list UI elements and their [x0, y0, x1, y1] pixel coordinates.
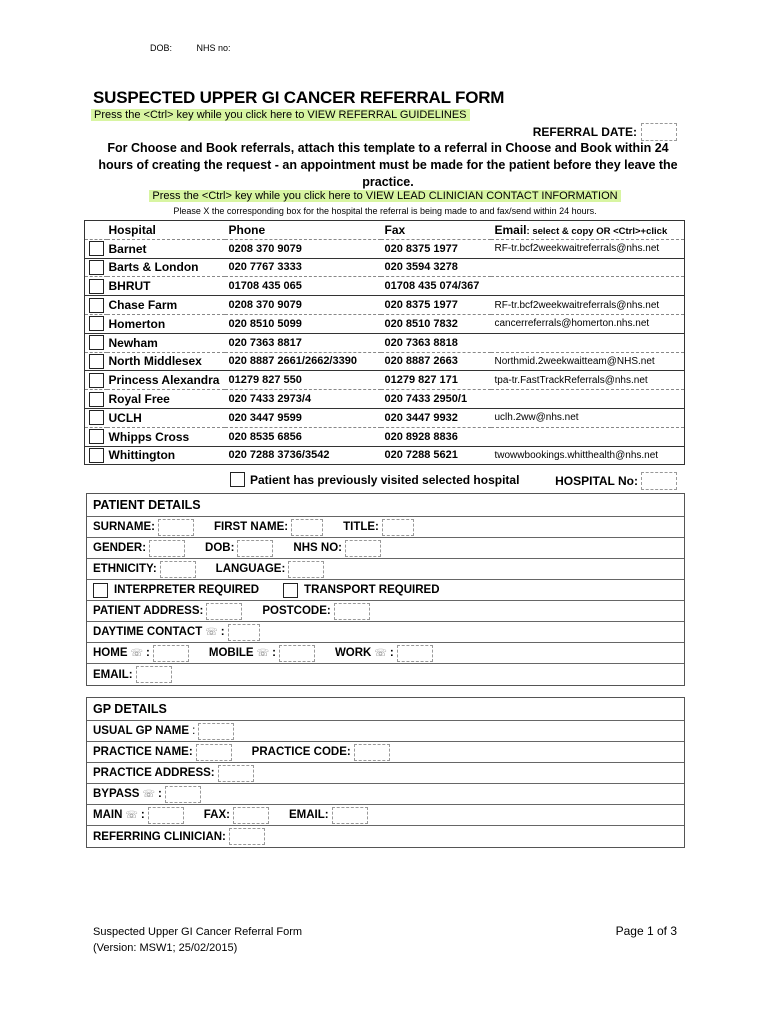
hospital-name: Royal Free	[108, 392, 170, 407]
hospital-table	[84, 220, 685, 465]
usual-gp-field[interactable]	[198, 723, 234, 740]
patient-name-row	[87, 517, 684, 538]
hospital-email-link[interactable]: tpa-tr.FastTrackReferrals@nhs.net	[494, 374, 648, 386]
hospital-checkbox[interactable]	[89, 316, 104, 331]
hospital-name: Whittington	[108, 448, 176, 463]
hospital-phone: 0208 370 9079	[228, 242, 302, 255]
hospital-fax: 020 8887 2663	[384, 355, 458, 368]
hospital-email-link[interactable]	[491, 390, 685, 409]
practice-name-field[interactable]	[196, 744, 232, 761]
practice-address-field[interactable]	[218, 765, 254, 782]
practice-code-label: PRACTICE CODE:	[251, 746, 351, 758]
patient-phones-row: HOME ☏ : MOBILE ☏ : WORK ☏ :	[87, 643, 684, 664]
lead-clinician-link[interactable]	[0, 190, 770, 202]
page-number: Page 1 of 3	[615, 924, 677, 938]
first-name-field[interactable]	[291, 519, 323, 536]
hospital-email-link[interactable]	[491, 427, 685, 446]
daytime-contact-field[interactable]	[228, 624, 260, 641]
footer-version: (Version: MSW1; 25/02/2015)	[93, 942, 238, 954]
gp-contact-row: MAIN ☏ : FAX: EMAIL:	[87, 805, 684, 826]
hospital-phone: 020 3447 9599	[228, 411, 302, 424]
hospital-email-link[interactable]: uclh.2ww@nhs.net	[494, 412, 579, 424]
gender-label: GENDER:	[93, 542, 147, 554]
patient-email-label: EMAIL:	[93, 668, 133, 681]
hospital-email-link[interactable]	[491, 333, 685, 352]
practice-row	[87, 742, 684, 763]
hospital-name: Homerton	[108, 316, 166, 331]
page-header	[150, 43, 253, 53]
hospital-row-royal-free	[85, 390, 685, 409]
hospital-number-field[interactable]	[641, 472, 677, 490]
gp-details-heading: GP DETAILS	[87, 698, 684, 721]
hospital-email-link[interactable]: Northmid.2weekwaitteam@NHS.net	[494, 355, 655, 367]
hospital-phone: 020 8887 2661/2662/3390	[228, 355, 357, 368]
practice-name-label: PRACTICE NAME:	[93, 746, 193, 758]
patient-details-section	[86, 493, 685, 686]
phone-icon: ☏	[130, 647, 144, 659]
daytime-contact-row: DAYTIME CONTACT ☏ :	[87, 622, 684, 643]
usual-gp-row: USUAL GP NAME :	[87, 721, 684, 742]
mobile-label: MOBILE	[208, 647, 254, 659]
previously-visited	[230, 472, 519, 487]
hospital-row-princess-alexandra	[85, 371, 685, 390]
previously-visited-checkbox[interactable]	[230, 472, 245, 487]
patient-address-row	[87, 601, 684, 622]
hospital-phone: 020 7288 3736/3542	[228, 449, 330, 462]
hospital-email-link[interactable]: RF-tr.bcf2weekwaitreferrals@nhs.net	[494, 299, 660, 311]
practice-address-label: PRACTICE ADDRESS:	[93, 767, 215, 779]
choose-and-book-note: For Choose and Book referrals, attach this template to a referral in Choose and Book within 24 hours of creating the request - an appointment must be made for the patient before they leave the practice.	[98, 141, 678, 189]
hospital-checkbox[interactable]	[89, 392, 104, 407]
hospital-fax: 01279 827 171	[384, 374, 458, 387]
hospital-phone: 020 8535 6856	[228, 430, 302, 443]
hospital-fax: 020 7363 8818	[384, 336, 458, 349]
patient-gender-row	[87, 538, 684, 559]
nhs-no-label: NHS NO:	[293, 542, 342, 554]
hospital-email-link[interactable]: twowwbookings.whitthealth@nhs.net	[494, 449, 659, 461]
hospital-checkbox[interactable]	[89, 241, 104, 256]
first-name-label: FIRST NAME:	[213, 521, 289, 533]
interpreter-checkbox[interactable]	[93, 583, 108, 598]
hospital-name: Chase Farm	[108, 298, 178, 313]
phone-icon: ☏	[374, 647, 387, 659]
hospital-checkbox[interactable]	[89, 260, 104, 275]
mobile-phone-field[interactable]	[279, 645, 315, 662]
gp-fax-label: FAX:	[203, 809, 230, 821]
hospital-row-bhrut	[85, 277, 685, 296]
patient-ethnicity-row	[87, 559, 684, 580]
header-hospital: Hospital	[108, 222, 156, 237]
hospital-email-link[interactable]	[491, 258, 685, 277]
header-email: Email: select & copy OR <Ctrl>+click	[494, 222, 668, 237]
hospital-checkbox[interactable]	[89, 448, 104, 463]
hospital-name: Newham	[108, 335, 158, 350]
hospital-row-whittington	[85, 446, 685, 465]
nhs-no-field[interactable]	[345, 540, 381, 557]
bypass-field[interactable]	[165, 786, 201, 803]
hospital-phone: 020 7433 2973/4	[228, 393, 312, 406]
gender-field[interactable]	[149, 540, 185, 557]
gp-details-section	[86, 697, 685, 848]
hospital-row-north-middlesex	[85, 352, 685, 371]
language-field[interactable]	[288, 561, 324, 578]
work-phone-field[interactable]	[397, 645, 433, 662]
hospital-fax: 020 8510 7832	[384, 317, 458, 330]
previously-visited-label: Patient has previously visited selected hospital	[250, 472, 520, 487]
referral-date-label: REFERRAL DATE:	[532, 125, 637, 139]
phone-icon: ☏	[205, 626, 218, 638]
title-label: TITLE:	[343, 521, 379, 533]
hospital-phone: 020 7767 3333	[228, 261, 302, 274]
home-phone-field[interactable]	[153, 645, 189, 662]
hospital-number	[555, 472, 677, 490]
hospital-instruction: Please X the corresponding box for the hospital the referral is being made to and fax/send within 24 hours.	[173, 206, 597, 216]
hospital-row-whipps-cross	[85, 427, 685, 446]
page-title: SUSPECTED UPPER GI CANCER REFERRAL FORM	[93, 88, 505, 107]
header-dob-label: DOB:	[150, 43, 173, 53]
surname-label: SURNAME:	[93, 521, 155, 533]
hospital-name: Princess Alexandra	[108, 373, 220, 388]
dob-label: DOB:	[205, 542, 235, 554]
hospital-fax: 020 8928 8836	[384, 430, 458, 443]
ethnicity-field[interactable]	[160, 561, 196, 578]
hospital-table-header	[85, 221, 685, 240]
hospital-name: UCLH	[108, 410, 142, 425]
patient-email-field[interactable]	[136, 666, 172, 683]
hospital-checkbox[interactable]	[89, 279, 104, 294]
phone-icon: ☏	[256, 647, 270, 659]
referral-date	[533, 123, 677, 141]
referral-date-field[interactable]	[641, 123, 677, 141]
referral-guidelines-link-text[interactable]: Press the <Ctrl> key while you click here to VIEW REFERRAL GUIDELINES	[91, 109, 470, 121]
hospital-row-homerton	[85, 314, 685, 333]
hospital-checkbox[interactable]	[89, 373, 104, 388]
home-label: HOME	[93, 647, 128, 659]
hospital-checkbox[interactable]	[89, 298, 104, 313]
hospital-row-barnet	[85, 239, 685, 258]
header-fax: Fax	[384, 222, 406, 237]
hospital-row-uclh	[85, 408, 685, 427]
referring-clinician-row	[87, 826, 684, 847]
lead-clinician-link-text[interactable]: Press the <Ctrl> key while you click here to VIEW LEAD CLINICIAN CONTACT INFORMATION	[149, 190, 620, 202]
address-label: PATIENT ADDRESS:	[93, 605, 204, 617]
hospital-row-chase-farm	[85, 296, 685, 315]
patient-email-row	[87, 664, 684, 685]
hospital-name: North Middlesex	[108, 354, 202, 369]
postcode-field[interactable]	[334, 603, 370, 620]
address-field[interactable]	[206, 603, 242, 620]
hospital-name: Barnet	[108, 241, 147, 256]
main-label: MAIN	[93, 809, 123, 821]
footer	[93, 924, 302, 956]
hospital-phone: 0208 370 9079	[228, 299, 302, 312]
hospital-name: Barts & London	[108, 260, 199, 275]
header-nhs-label: NHS no:	[196, 43, 231, 53]
hospital-phone: 01279 827 550	[228, 374, 302, 387]
hospital-checkbox[interactable]	[89, 354, 104, 369]
ethnicity-label: ETHNICITY:	[93, 563, 157, 575]
header-phone: Phone	[228, 222, 266, 237]
bypass-row: BYPASS ☏ :	[87, 784, 684, 805]
hospital-email-link[interactable]: cancerreferrals@homerton.nhs.net	[494, 318, 650, 330]
hospital-fax: 020 3447 9932	[384, 411, 458, 424]
hospital-fax: 020 7433 2950/1	[384, 393, 468, 406]
phone-icon: ☏	[142, 788, 155, 800]
patient-details-heading: PATIENT DETAILS	[87, 494, 684, 517]
postcode-label: POSTCODE:	[262, 605, 331, 617]
gp-email-field[interactable]	[332, 807, 368, 824]
hospital-email-link[interactable]	[491, 277, 685, 296]
transport-checkbox[interactable]	[283, 583, 298, 598]
language-label: LANGUAGE:	[215, 563, 286, 575]
gp-fax-field[interactable]	[233, 807, 269, 824]
main-phone-field[interactable]	[148, 807, 184, 824]
daytime-contact-label: DAYTIME CONTACT	[93, 626, 203, 638]
hospital-phone: 01708 435 065	[228, 280, 302, 293]
hospital-checkbox[interactable]	[89, 335, 104, 350]
hospital-fax: 020 3594 3278	[384, 261, 458, 274]
hospital-fax: 01708 435 074/367	[384, 280, 480, 293]
hospital-name: Whipps Cross	[108, 429, 190, 444]
practice-code-field[interactable]	[354, 744, 390, 761]
referring-clinician-field[interactable]	[229, 828, 265, 845]
work-label: WORK	[334, 647, 372, 659]
hospital-number-label: HOSPITAL No:	[555, 474, 638, 488]
hospital-row-barts-london	[85, 258, 685, 277]
referral-guidelines-link[interactable]	[91, 109, 470, 121]
usual-gp-label: USUAL GP NAME	[93, 725, 190, 737]
hospital-fax: 020 7288 5621	[384, 449, 458, 462]
hospital-phone: 020 8510 5099	[228, 317, 302, 330]
hospital-row-newham	[85, 333, 685, 352]
hospital-fax: 020 8375 1977	[384, 242, 458, 255]
hospital-phone: 020 7363 8817	[228, 336, 302, 349]
gp-email-label: EMAIL:	[288, 809, 329, 821]
patient-requirements-row	[87, 580, 684, 601]
phone-icon: ☏	[125, 809, 138, 821]
surname-field[interactable]	[158, 519, 194, 536]
hospital-email-link[interactable]: RF-tr.bcf2weekwaitreferrals@nhs.net	[494, 243, 660, 255]
practice-address-row	[87, 763, 684, 784]
footer-form-name: Suspected Upper GI Cancer Referral Form	[93, 926, 303, 938]
transport-label: TRANSPORT REQUIRED	[304, 584, 440, 596]
hospital-checkbox[interactable]	[89, 410, 104, 425]
interpreter-label: INTERPRETER REQUIRED	[114, 584, 260, 596]
hospital-fax: 020 8375 1977	[384, 299, 458, 312]
dob-field[interactable]	[237, 540, 273, 557]
hospital-checkbox[interactable]	[89, 429, 104, 444]
referring-clinician-label: REFERRING CLINICIAN:	[93, 830, 226, 843]
title-field[interactable]	[382, 519, 414, 536]
bypass-label: BYPASS	[93, 788, 140, 800]
hospital-name: BHRUT	[108, 279, 151, 294]
